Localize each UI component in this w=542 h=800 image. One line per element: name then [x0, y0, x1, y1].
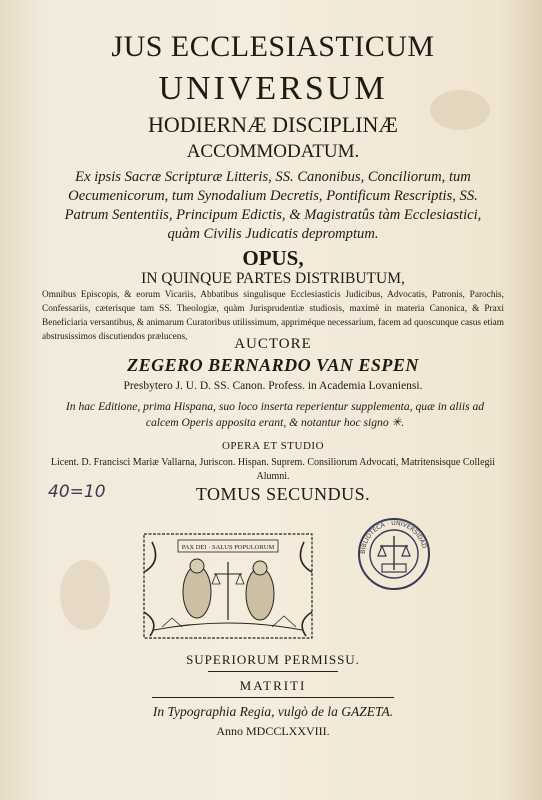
svg-text:PAX DEI · SALUS POPULORUM: PAX DEI · SALUS POPULORUM [181, 544, 275, 551]
edition-note: In hac Editione, prima Hispana, suo loco inserta reperientur supplementa, quæ in aliis ad calcem Operis apposita erant, & notantur hoc signo ✳. [65, 400, 485, 429]
distributum-line: IN QUINQUE PARTES DISTRIBUTUM, [141, 270, 405, 287]
handwritten-shelfmark: 40=10 [48, 482, 106, 502]
divider-rule [208, 671, 338, 672]
title-line-1: JUS ECCLESIASTICUM [111, 30, 435, 63]
title-line-3: HODIERNÆ DISCIPLINÆ [148, 112, 398, 137]
title-line-4: ACCOMMODATUM. [186, 141, 360, 162]
opus-heading: OPUS, [242, 246, 304, 270]
opera-label: OPERA ET STUDIO [221, 440, 325, 452]
dedication-paragraph: Omnibus Episcopis, & eorum Vicariis, Abbatibus singulisque Ecclesiasticis Judicibus, Advocatis, Patronis, Parochis, Confessariis, cæterisque tam SS. Theologiæ, quàm Jurisprudentiæ studiosis, maximè in materia Canonica, & Praxi Beneficiaria versantibus, & animarum Curatoribus utilissimum, appriméque necessarium, facem ad quoscunque casus etiam abstrusissimos discutiendos prælucens, [42, 290, 504, 342]
title-line-2: UNIVERSUM [158, 70, 388, 107]
printer-line: In Typographia Regia, vulgò de la GAZETA. [152, 704, 394, 719]
year-line: Anno MDCCLXXVIII. [216, 724, 330, 738]
subtitle-sources: Ex ipsis Sacræ Scripturæ Litteris, SS. Canonibus, Conciliorum, tum Oecumenicorum, tum Synodalium Decretis, Pontificum Rescriptis, SS. Patrum Sententiis, Principum Edictis, & Magistratûs tàm Ecclesiastici, quàm Civilis Judicatis depromptum. [64, 169, 482, 242]
svg-text:BIBLIOTECA · UNIVERSIDAD: BIBLIOTECA · UNIVERSIDAD [359, 519, 428, 555]
city-line: MATRITI [239, 678, 307, 693]
permission-line: SUPERIORUM PERMISSU. [186, 652, 360, 667]
paper-stain [60, 560, 110, 630]
editor-credit: Licent. D. Francisci Mariæ Vallarna, Juriscon. Hispan. Suprem. Consiliorum Advocati, Matritensisque Collegii Alumni. [50, 457, 496, 482]
divider-rule [152, 697, 394, 698]
author-credentials: Presbytero J. U. D. SS. Canon. Profess. in Academia Lovaniensi. [123, 380, 423, 392]
auctore-label: AUCTORE [234, 336, 312, 352]
library-stamp [356, 516, 432, 592]
printer-vignette [142, 532, 314, 640]
author-name: ZEGERO BERNARDO VAN ESPEN [127, 355, 419, 375]
volume-label: TOMUS SECUNDUS. [195, 484, 371, 504]
